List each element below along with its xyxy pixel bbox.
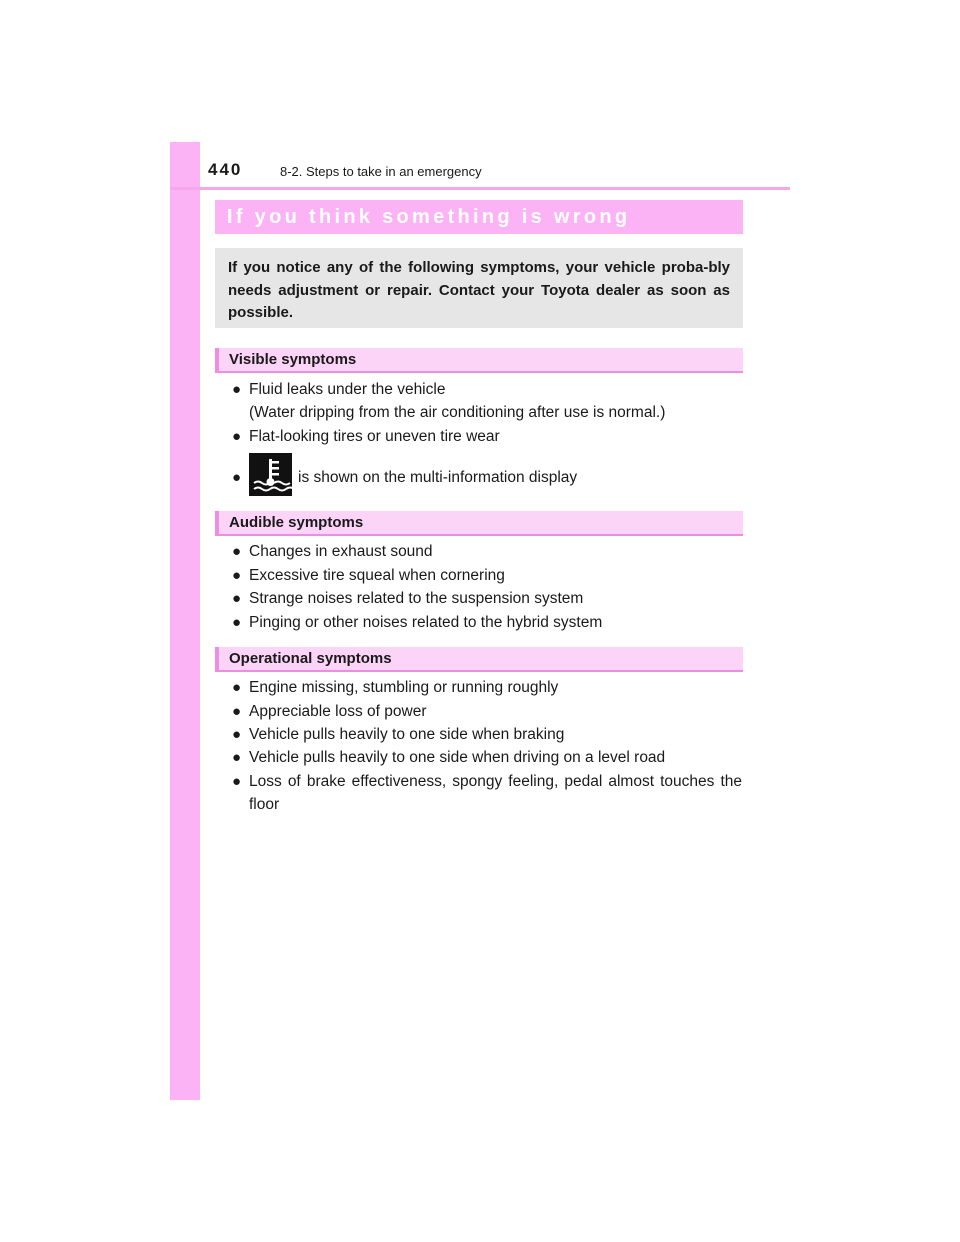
list-item-text: Loss of brake effectiveness, spongy feeling, pedal almost touches the floor (249, 773, 742, 813)
list-item (232, 746, 742, 769)
list-item-text: is shown on the multi-information display (298, 469, 578, 486)
list-item-text: Vehicle pulls heavily to one side when driving on a level road (249, 749, 666, 766)
bullet-icon: ● (232, 469, 242, 486)
chapter-title: 8-2. Steps to take in an emergency (280, 164, 482, 179)
intro-box: If you notice any of the following symptoms, your vehicle proba-bly needs adjustment or repair. Contact your Toyota dealer as soon as possible. (215, 248, 743, 328)
list-item-text: Flat-looking tires or uneven tire wear (249, 428, 500, 445)
bullet-icon: ● (232, 679, 242, 696)
list-item-text: Appreciable loss of power (249, 703, 427, 720)
bullet-icon: ● (232, 543, 242, 560)
chapter-side-tab (170, 142, 200, 1100)
list-item-text: Fluid leaks under the vehicle (249, 381, 446, 398)
bullet-icon: ● (232, 428, 242, 445)
bullet-icon: ● (232, 614, 242, 631)
visible-symptoms-heading: Visible symptoms (215, 348, 743, 373)
list-item (232, 700, 742, 723)
list-item-text: Engine missing, stumbling or running roughly (249, 679, 559, 696)
bullet-icon: ● (232, 381, 242, 398)
list-item (232, 540, 742, 563)
engine-coolant-temperature-warning-icon (249, 453, 292, 496)
list-item-note: (Water dripping from the air conditioning after use is normal.) (249, 404, 666, 421)
list-item (232, 723, 742, 746)
list-item-text: Vehicle pulls heavily to one side when braking (249, 726, 565, 743)
list-item (232, 587, 742, 610)
header-rule (170, 187, 790, 190)
bullet-icon: ● (232, 773, 242, 790)
list-item (232, 611, 742, 634)
list-item-text: Excessive tire squeal when cornering (249, 567, 505, 584)
bullet-icon: ● (232, 703, 242, 720)
list-item (232, 378, 742, 424)
list-item-text: Pinging or other noises related to the hybrid system (249, 614, 603, 631)
list-item (232, 676, 742, 699)
list-item (232, 564, 742, 587)
page-number: 440 (208, 160, 243, 179)
list-item (232, 770, 742, 816)
operational-symptoms-heading: Operational symptoms (215, 647, 743, 672)
list-item-text: Strange noises related to the suspension system (249, 590, 584, 607)
bullet-icon: ● (232, 749, 242, 766)
list-item-text: Changes in exhaust sound (249, 543, 433, 560)
bullet-icon: ● (232, 726, 242, 743)
bullet-icon: ● (232, 567, 242, 584)
audible-symptoms-heading: Audible symptoms (215, 511, 743, 536)
bullet-icon: ● (232, 590, 242, 607)
list-item (232, 425, 742, 448)
section-title: If you think something is wrong (215, 200, 743, 234)
